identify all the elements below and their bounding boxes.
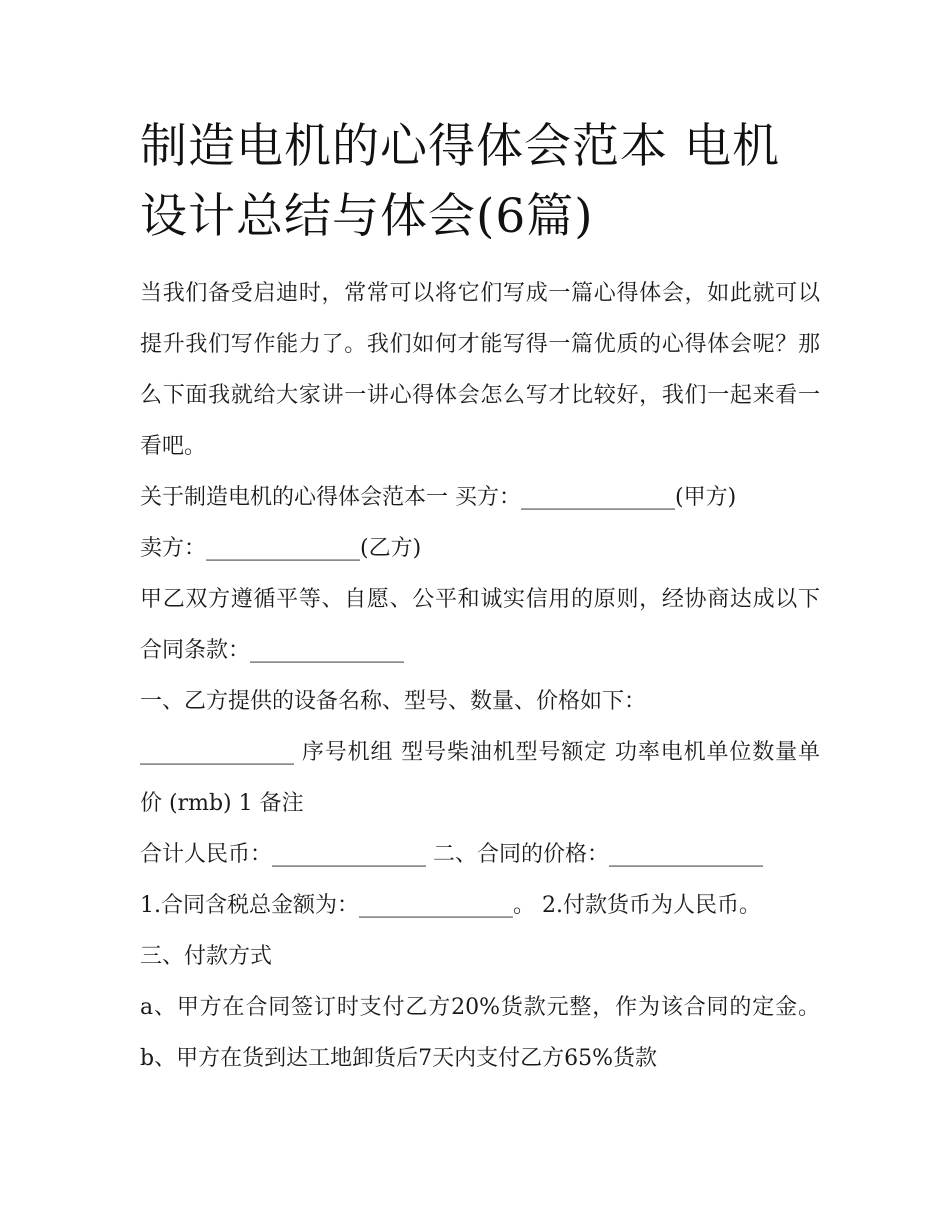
total-price-line: 合计人民币：______________ 二、合同的价格：______________	[140, 842, 763, 867]
equipment-table-text: ______________ 序号机组 型号柴油机型号额定 功率电机单位数量单价 (rmb) 1 备注	[140, 740, 820, 816]
section-3-heading: 三、付款方式	[140, 944, 273, 969]
document-title: 制造电机的心得体会范本 电机设计总结与体会(6篇)	[140, 119, 780, 244]
buyer-line: 关于制造电机的心得体会范本一 买方：______________(甲方)	[140, 485, 737, 510]
document-page	[140, 112, 820, 1084]
section-1-heading: 一、乙方提供的设备名称、型号、数量、价格如下：	[140, 689, 647, 714]
intro-paragraph: 当我们备受启迪时，常常可以将它们写成一篇心得体会，如此就可以提升我们写作能力了。我们如何才能写得一篇优质的心得体会呢？那么下面我就给大家讲一讲心得体会怎么写才比较好，我们一起来看一看吧。	[140, 281, 820, 459]
principle-paragraph: 甲乙双方遵循平等、自愿、公平和诚实信用的原则，经协商达成以下合同条款：______________	[140, 587, 820, 663]
seller-line: 卖方：______________(乙方)	[140, 536, 422, 561]
payment-terms-paragraph: a、甲方在合同签订时支付乙方20%货款元整，作为该合同的定金。 b、甲方在货到达工地卸货后7天内支付乙方65%货款	[140, 995, 820, 1071]
amount-line: 1.合同含税总金额为：______________。 2.付款货币为人民币。	[140, 893, 761, 918]
